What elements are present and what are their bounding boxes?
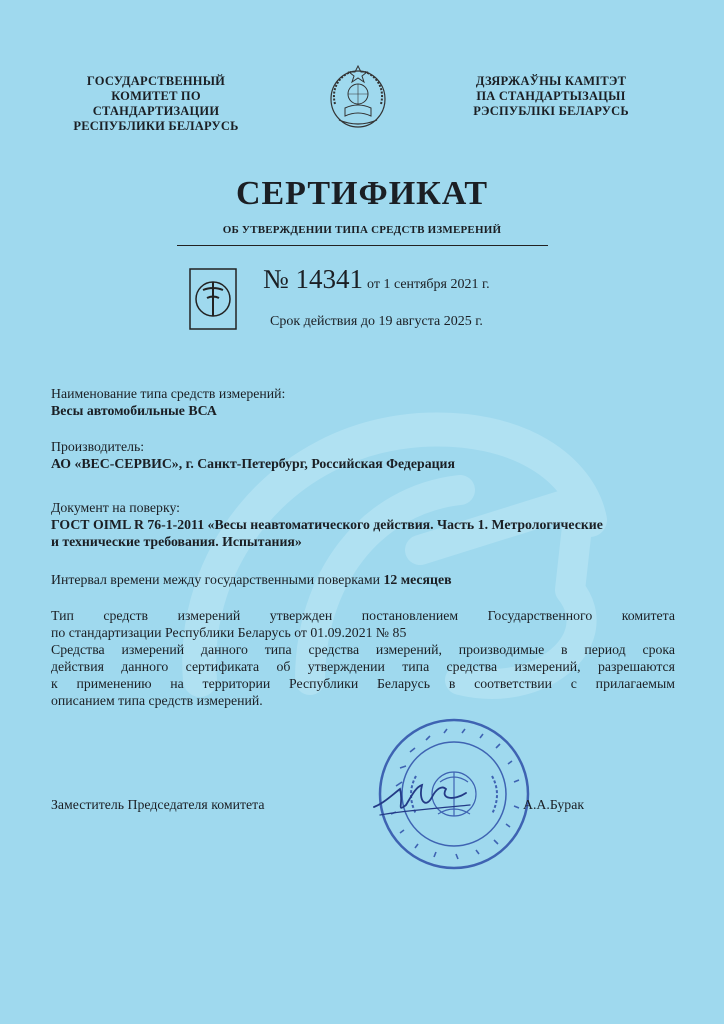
verification-interval-field	[51, 571, 675, 588]
verification-document-label: Документ на поверку:	[51, 500, 181, 515]
manufacturer-label: Производитель:	[51, 439, 145, 454]
certificate-number-line	[263, 264, 490, 295]
signer-role: Заместитель Председателя комитета	[51, 797, 265, 812]
approval-line: Тип средств измерений утвержден постановлением Государственного комитета	[51, 608, 675, 623]
header-right-line: ПА СТАНДАРТЫЗАЦЫІ	[476, 89, 626, 103]
header-right-line: ДЗЯРЖАЎНЫ КАМІТЭТ	[475, 74, 627, 88]
permission-line: к применению на территории Республики Беларусь в соответствии с прилагаемым	[51, 676, 675, 691]
manufacturer-value: АО «ВЕС-СЕРВИС», г. Санкт-Петербург, Российская Федерация	[51, 456, 455, 471]
gosstandart-logo-icon	[189, 268, 237, 330]
instrument-type-label: Наименование типа средств измерений:	[51, 386, 286, 401]
committee-name-by	[436, 74, 666, 119]
permission-line: действия данного сертификата об утверждении типа средства измерений, разрешаются	[51, 659, 675, 674]
title-underline	[177, 245, 548, 246]
document-title: СЕРТИФИКАТ	[235, 175, 489, 212]
verification-interval-value: 12 месяцев	[383, 572, 452, 587]
document-subtitle: ОБ УТВЕРЖДЕНИИ ТИПА СРЕДСТВ ИЗМЕРЕНИЙ	[222, 224, 502, 236]
instrument-type-value: Весы автомобильные ВСА	[51, 403, 217, 418]
verification-document-field	[51, 499, 675, 550]
header-left-line: КОМИТЕТ ПО	[111, 89, 201, 103]
signer-name: А.А.Бурак	[523, 797, 585, 812]
verification-interval-label: Интервал времени между государственными поверками	[51, 572, 381, 587]
permission-line: Средства измерений данного типа средства измерений, производимые в период срока	[51, 642, 675, 657]
header-left-line: ГОСУДАРСТВЕННЫЙ	[86, 74, 226, 88]
manufacturer-field	[51, 438, 675, 472]
verification-document-value-cont: и технические требования. Испытания»	[51, 534, 302, 549]
instrument-type-field	[51, 385, 675, 419]
certificate-number: № 14341	[263, 264, 364, 294]
certificate-date: от 1 сентября 2021 г.	[367, 277, 490, 292]
approval-paragraph	[51, 607, 675, 709]
header-left-line: СТАНДАРТИЗАЦИИ	[92, 104, 220, 118]
permission-line: описанием типа средств измерений.	[51, 693, 263, 708]
verification-document-value: ГОСТ OIML R 76-1-2011 «Весы неавтоматического действия. Часть 1. Метрологические	[51, 517, 603, 532]
header-left-line: РЕСПУБЛИКИ БЕЛАРУСЬ	[73, 119, 239, 133]
handwritten-signature	[370, 775, 480, 825]
approval-line: по стандартизации Республики Беларусь от 01.09.2021 № 85	[51, 625, 407, 640]
validity-period: Срок действия до 19 августа 2025 г.	[270, 314, 483, 329]
header-right-line: РЭСПУБЛІКІ БЕЛАРУСЬ	[473, 104, 629, 118]
committee-name-ru	[46, 74, 266, 134]
state-emblem-icon	[327, 64, 389, 130]
